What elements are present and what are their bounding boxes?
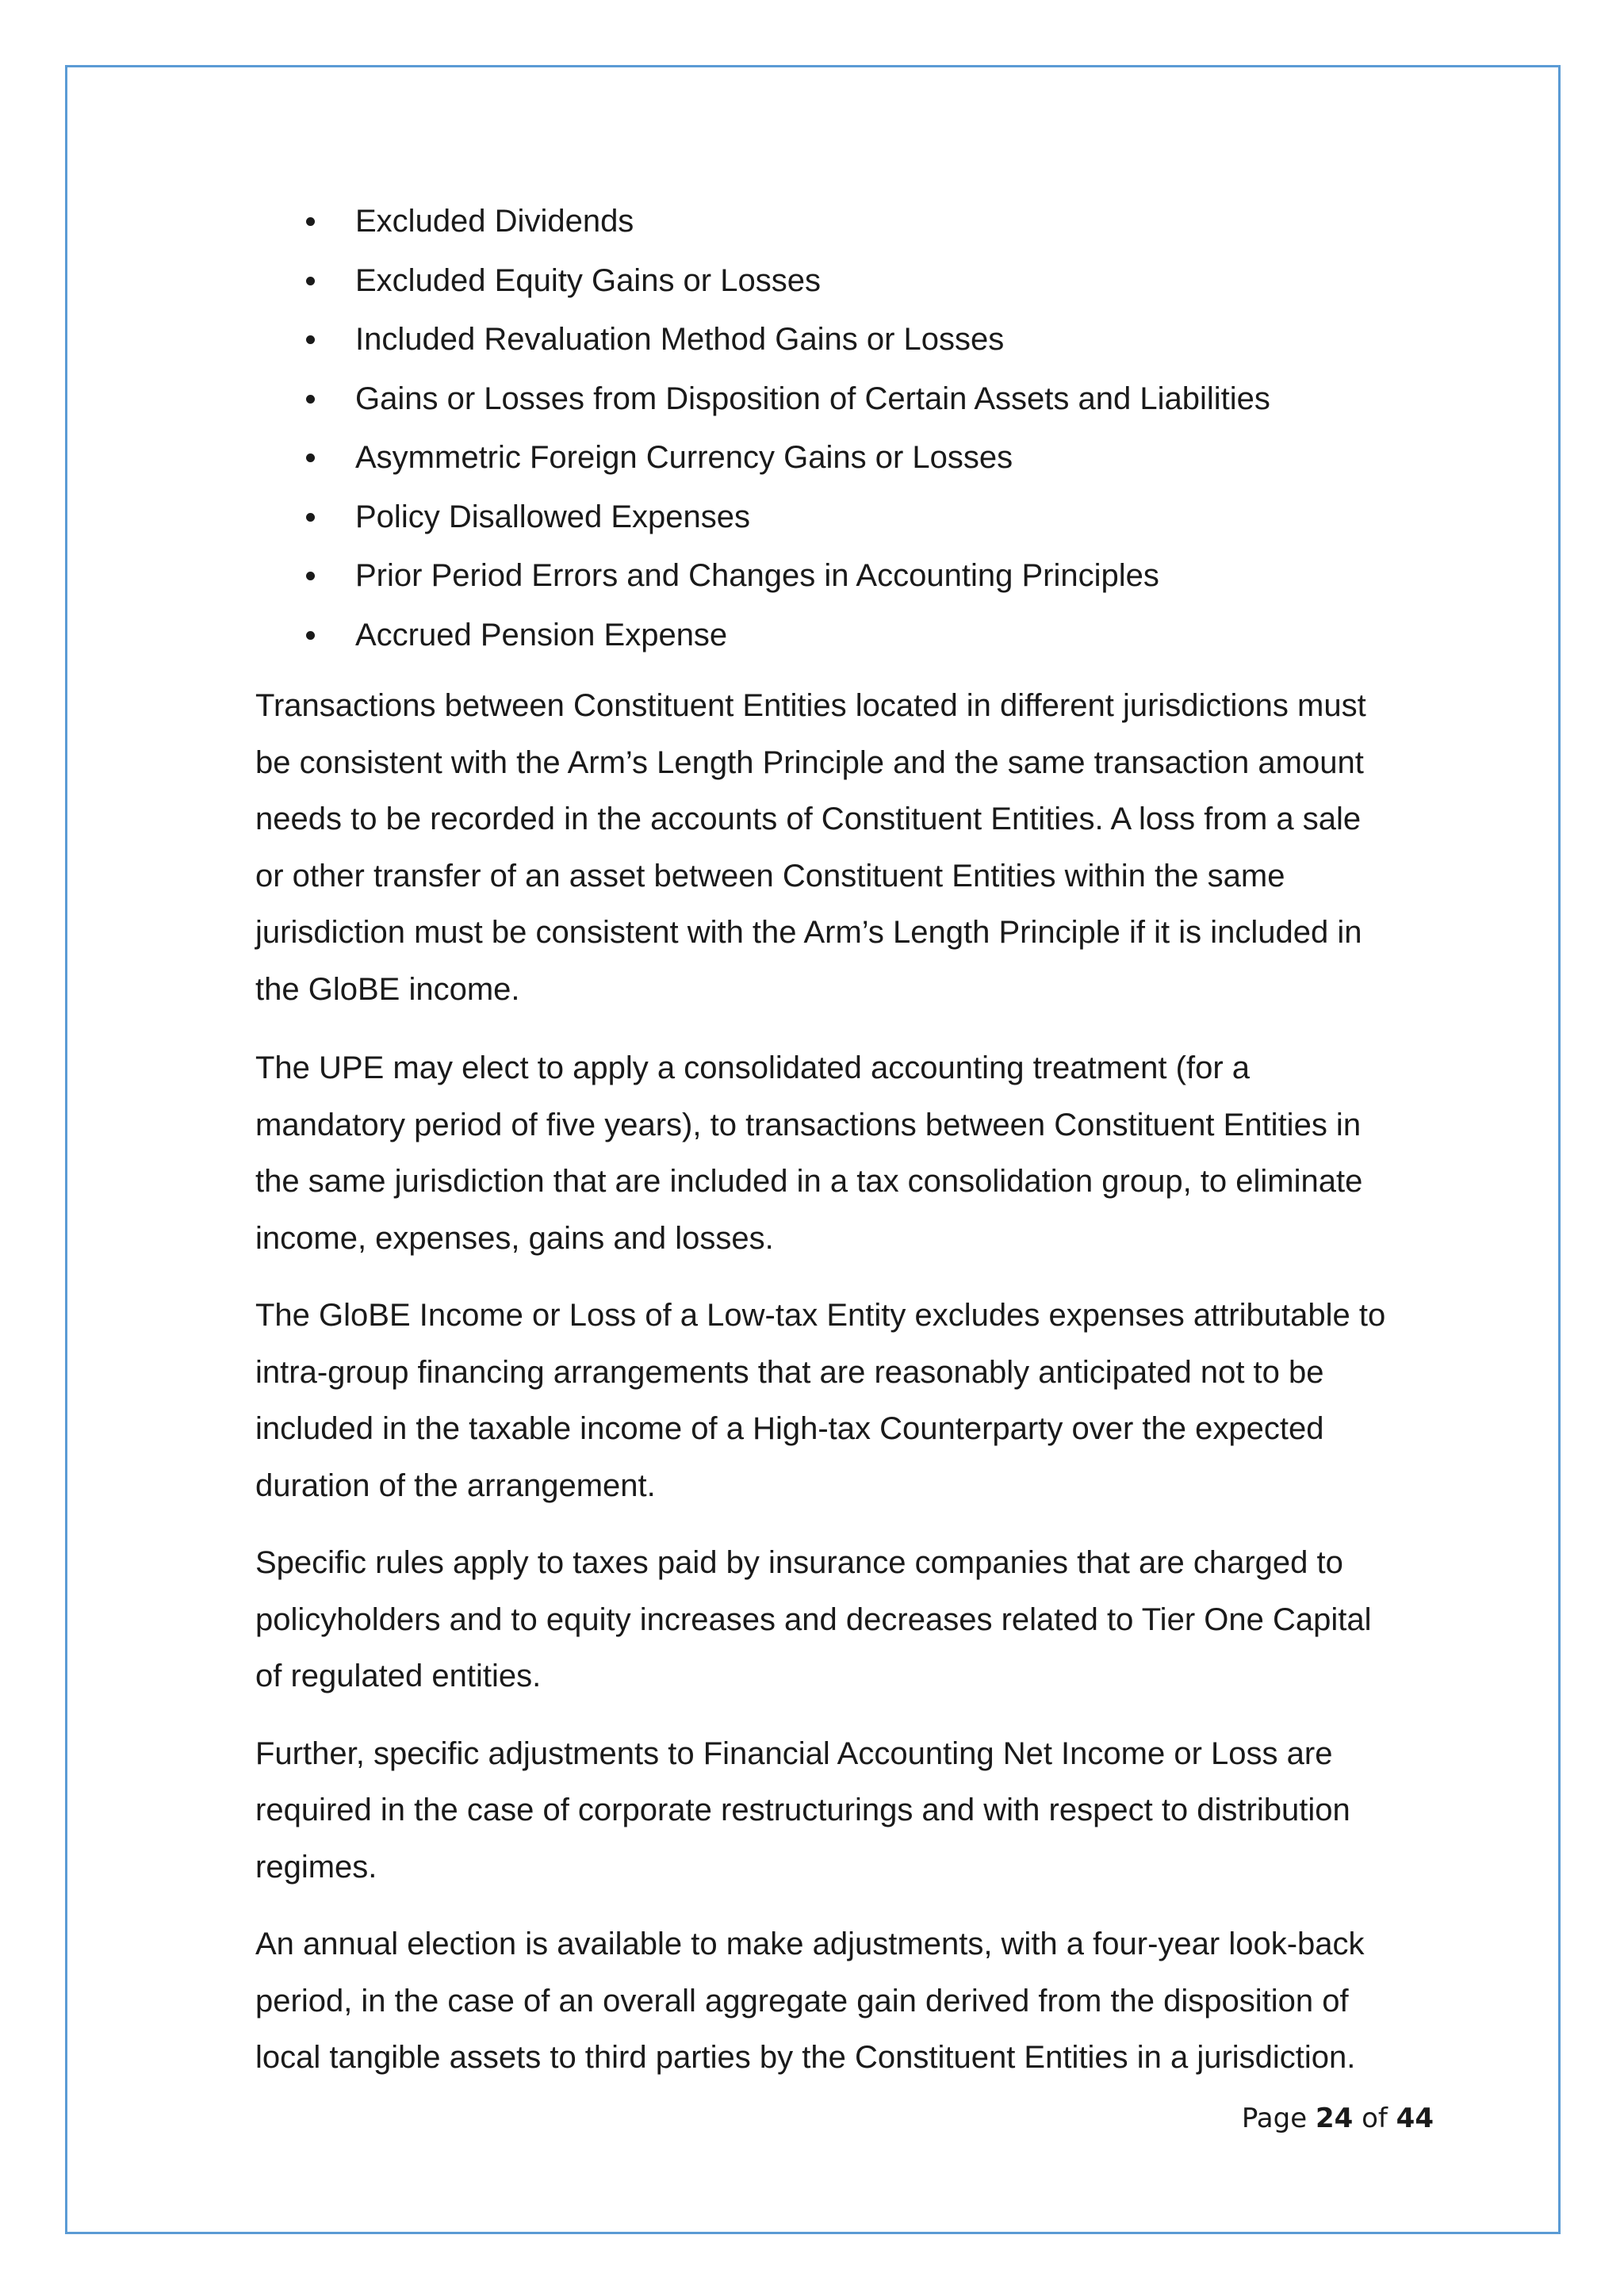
paragraph-annual-election: An annual election is available to make adjustments, with a four-year look-back period, in the case of an overall aggregate gain derived from the disposition of local tangible assets to third parties by the Constituent Entities in a jurisdiction. xyxy=(255,1927,1365,2075)
page-label: Page xyxy=(1241,2103,1308,2134)
bullet-icon xyxy=(306,631,315,640)
list-item-text: Prior Period Errors and Changes in Accounting Principles xyxy=(355,558,1159,593)
list-item-text: Excluded Dividends xyxy=(355,204,634,239)
list-item-text: Excluded Equity Gains or Losses xyxy=(355,262,821,298)
bullet-icon xyxy=(306,572,315,580)
page-number-footer xyxy=(1242,2103,1434,2134)
list-item-text: Accrued Pension Expense xyxy=(355,617,728,652)
current-page-number: 24 xyxy=(1315,2103,1354,2134)
bullet-icon xyxy=(306,513,315,522)
list-item xyxy=(255,428,1445,488)
list-item xyxy=(255,488,1445,547)
list-item-text: Policy Disallowed Expenses xyxy=(355,499,751,534)
paragraph-corporate-restructurings: Further, specific adjustments to Financial Accounting Net Income or Loss are required in the case of corporate restructurings and with respect to distribution regimes. xyxy=(255,1735,1350,1885)
list-item xyxy=(255,192,1445,251)
bullet-icon xyxy=(306,335,315,344)
bullet-icon xyxy=(306,277,315,285)
total-pages-number: 44 xyxy=(1396,2103,1434,2134)
list-item-text: Asymmetric Foreign Currency Gains or Losses xyxy=(355,440,1013,475)
paragraph-consolidated-treatment: The UPE may elect to apply a consolidated accounting treatment (for a mandatory period of five years), to transactions between Constituent Entities in the same jurisdiction that are included in a tax consolidation group, to eliminate income, expenses, gains and losses. xyxy=(255,1050,1363,1256)
list-item-text: Included Revaluation Method Gains or Losses xyxy=(355,322,1005,357)
paragraph-insurance-companies: Specific rules apply to taxes paid by insurance companies that are charged to policyholders and to equity increases and decreases related to Tier One Capital of regulated entities. xyxy=(255,1545,1372,1693)
list-item xyxy=(255,251,1445,311)
list-item xyxy=(255,369,1445,429)
bullet-icon xyxy=(306,453,315,462)
list-item xyxy=(255,546,1445,606)
of-label: of xyxy=(1362,2103,1388,2134)
list-item xyxy=(255,606,1445,665)
adjustment-bullet-list xyxy=(255,192,1445,664)
bullet-icon xyxy=(306,217,315,226)
paragraph-low-tax-entity: The GloBE Income or Loss of a Low-tax Entity excludes expenses attributable to intra-group financing arrangements that are reasonably anticipated not to be included in the taxable income of a High-tax Counterparty over the expected duration of the arrangement. xyxy=(255,1298,1386,1503)
paragraph-arms-length: Transactions between Constituent Entities located in different jurisdictions must be consistent with the Arm’s Length Principle and the same transaction amount needs to be recorded in the accounts of Constituent Entities. A loss from a sale or other transfer of an asset between Constituent Entities within the same jurisdiction must be consistent with the Arm’s Length Principle if it is included in the GloBE income. xyxy=(255,688,1366,1007)
list-item-text: Gains or Losses from Disposition of Certain Assets and Liabilities xyxy=(355,381,1270,416)
page-content xyxy=(255,192,1445,2087)
bullet-icon xyxy=(306,395,315,404)
list-item xyxy=(255,310,1445,369)
